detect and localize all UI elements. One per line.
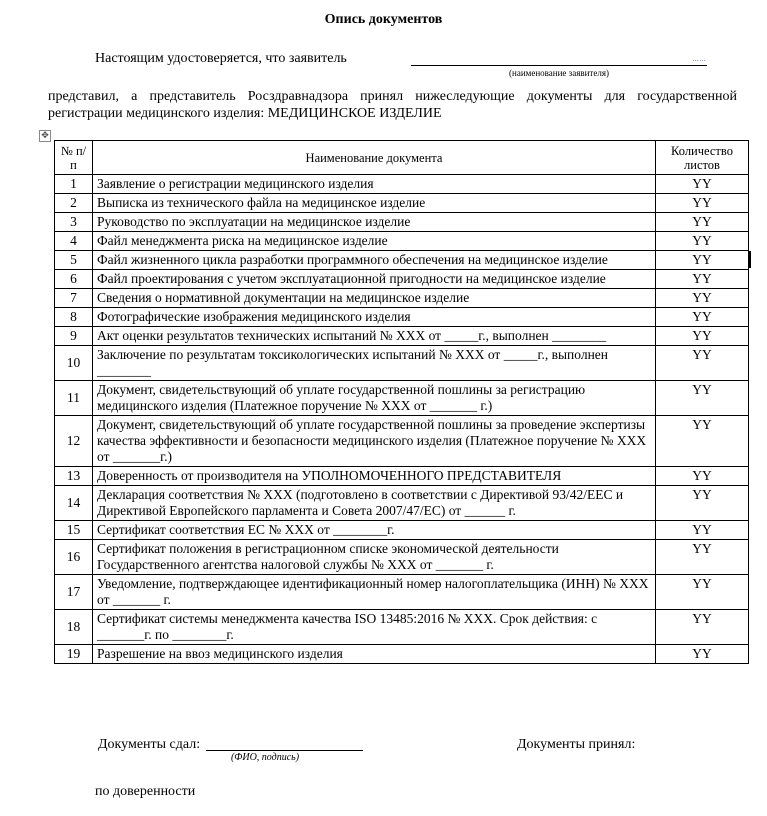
- proxy-text: по доверенности: [95, 784, 196, 799]
- row-sheet-count: YY: [656, 346, 749, 381]
- row-sheet-count: YY: [656, 251, 749, 270]
- row-sheet-count: YY: [656, 289, 749, 308]
- header-document-name: Наименование документа: [93, 141, 656, 175]
- row-document-name: Руководство по эксплуатации на медицинское изделие: [93, 213, 656, 232]
- row-sheet-count: YY: [656, 610, 749, 645]
- row-sheet-count: YY: [656, 327, 749, 346]
- row-sheet-count: YY: [656, 521, 749, 540]
- table-header-row: [55, 141, 749, 175]
- row-document-name: Файл жизненного цикла разработки программного обеспечения на медицинское изделие: [93, 251, 656, 270]
- row-sheet-count: YY: [656, 270, 749, 289]
- applicant-name-line[interactable]: [411, 65, 707, 66]
- row-number: 14: [55, 486, 93, 521]
- table-row: [55, 645, 749, 664]
- signature-caption: (ФИО, подпись): [230, 752, 300, 763]
- table-row: [55, 540, 749, 575]
- row-document-name: Сведения о нормативной документации на медицинское изделие: [93, 289, 656, 308]
- row-number: 13: [55, 467, 93, 486]
- row-number: 12: [55, 416, 93, 467]
- row-number: 19: [55, 645, 93, 664]
- row-document-name: Документ, свидетельствующий об уплате государственной пошлины за проведение экспертизы качества эффективности и безопасности медицинского изделия (Платежное поручение № XXX от _______г.): [93, 416, 656, 467]
- row-document-name: Сертификат положения в регистрационном списке экономической деятельности Государственного агентства налоговой службы № XXX от _______ г.: [93, 540, 656, 575]
- table-row: [55, 232, 749, 251]
- row-number: 2: [55, 194, 93, 213]
- row-number: 3: [55, 213, 93, 232]
- row-document-name: Файл проектирования с учетом эксплуатационной пригодности на медицинское изделие: [93, 270, 656, 289]
- row-sheet-count: YY: [656, 213, 749, 232]
- row-number: 7: [55, 289, 93, 308]
- move-handle-icon[interactable]: ✥: [39, 130, 51, 142]
- table-row: [55, 486, 749, 521]
- row-resize-handle[interactable]: [749, 251, 751, 268]
- table-row: [55, 175, 749, 194]
- applicant-field-mark: ……: [692, 56, 706, 63]
- row-number: 15: [55, 521, 93, 540]
- row-number: 10: [55, 346, 93, 381]
- table-row: [55, 251, 749, 270]
- row-document-name: Документ, свидетельствующий об уплате государственной пошлины за регистрацию медицинского изделия (Платежное поручение № XXX от _______ г.): [93, 381, 656, 416]
- row-number: 4: [55, 232, 93, 251]
- table-row: [55, 346, 749, 381]
- table-row: [55, 270, 749, 289]
- table-row: [55, 194, 749, 213]
- row-sheet-count: YY: [656, 194, 749, 213]
- document-title: Опись документов: [324, 12, 443, 27]
- table-row: [55, 213, 749, 232]
- table-row: [55, 416, 749, 467]
- row-document-name: Заключение по результатам токсикологических испытаний № XXX от _____г., выполнен ________: [93, 346, 656, 381]
- row-document-name: Файл менеджмента риска на медицинское изделие: [93, 232, 656, 251]
- documents-table: [54, 140, 749, 664]
- row-document-name: Фотографические изображения медицинского изделия: [93, 308, 656, 327]
- table-row: [55, 521, 749, 540]
- row-number: 5: [55, 251, 93, 270]
- row-number: 18: [55, 610, 93, 645]
- row-sheet-count: YY: [656, 575, 749, 610]
- certify-text: Настоящим удостоверяется, что заявитель: [95, 51, 347, 66]
- row-document-name: Сертификат соответствия ЕС № XXX от ________г.: [93, 521, 656, 540]
- row-document-name: Декларация соответствия № XXX (подготовлено в соответствии с Директивой 93/42/EEC и Директивой Европейского парламента и Совета 2007/47/ЕС) от ______ г.: [93, 486, 656, 521]
- row-number: 1: [55, 175, 93, 194]
- row-sheet-count: YY: [656, 467, 749, 486]
- table-row: [55, 467, 749, 486]
- table-row: [55, 308, 749, 327]
- row-sheet-count: YY: [656, 540, 749, 575]
- row-sheet-count: YY: [656, 308, 749, 327]
- intro-paragraph: представил, а представитель Росздравнадзора принял нижеследующие документы для государственной регистрации медицинского изделия: МЕДИЦИНСКОЕ ИЗДЕЛИЕ: [48, 89, 737, 121]
- row-document-name: Выписка из технического файла на медицинское изделие: [93, 194, 656, 213]
- table-row: [55, 381, 749, 416]
- row-sheet-count: YY: [656, 175, 749, 194]
- table-row: [55, 610, 749, 645]
- handed-label: Документы сдал:: [98, 737, 201, 752]
- applicant-caption: (наименование заявителя): [509, 68, 609, 78]
- handed-signature-line[interactable]: [206, 750, 363, 751]
- accepted-label: Документы принял:: [517, 737, 636, 752]
- row-document-name: Акт оценки результатов технических испытаний № XXX от _____г., выполнен ________: [93, 327, 656, 346]
- table-row: [55, 327, 749, 346]
- row-sheet-count: YY: [656, 416, 749, 467]
- header-sheet-count: Количество листов: [656, 141, 749, 175]
- row-document-name: Уведомление, подтверждающее идентификационный номер налогоплательщика (ИНН) № XXX от _______ г.: [93, 575, 656, 610]
- row-document-name: Доверенность от производителя на УПОЛНОМОЧЕННОГО ПРЕДСТАВИТЕЛЯ: [93, 467, 656, 486]
- row-number: 11: [55, 381, 93, 416]
- table-row: [55, 289, 749, 308]
- row-number: 8: [55, 308, 93, 327]
- row-number: 6: [55, 270, 93, 289]
- row-sheet-count: YY: [656, 232, 749, 251]
- row-number: 16: [55, 540, 93, 575]
- table-row: [55, 575, 749, 610]
- row-document-name: Заявление о регистрации медицинского изделия: [93, 175, 656, 194]
- row-sheet-count: YY: [656, 486, 749, 521]
- row-document-name: Сертификат системы менеджмента качества ISO 13485:2016 № XXX. Срок действия: с _______г. по ________г.: [93, 610, 656, 645]
- row-sheet-count: YY: [656, 381, 749, 416]
- row-sheet-count: YY: [656, 645, 749, 664]
- row-document-name: Разрешение на ввоз медицинского изделия: [93, 645, 656, 664]
- row-number: 17: [55, 575, 93, 610]
- header-number: № п/п: [55, 141, 93, 175]
- row-number: 9: [55, 327, 93, 346]
